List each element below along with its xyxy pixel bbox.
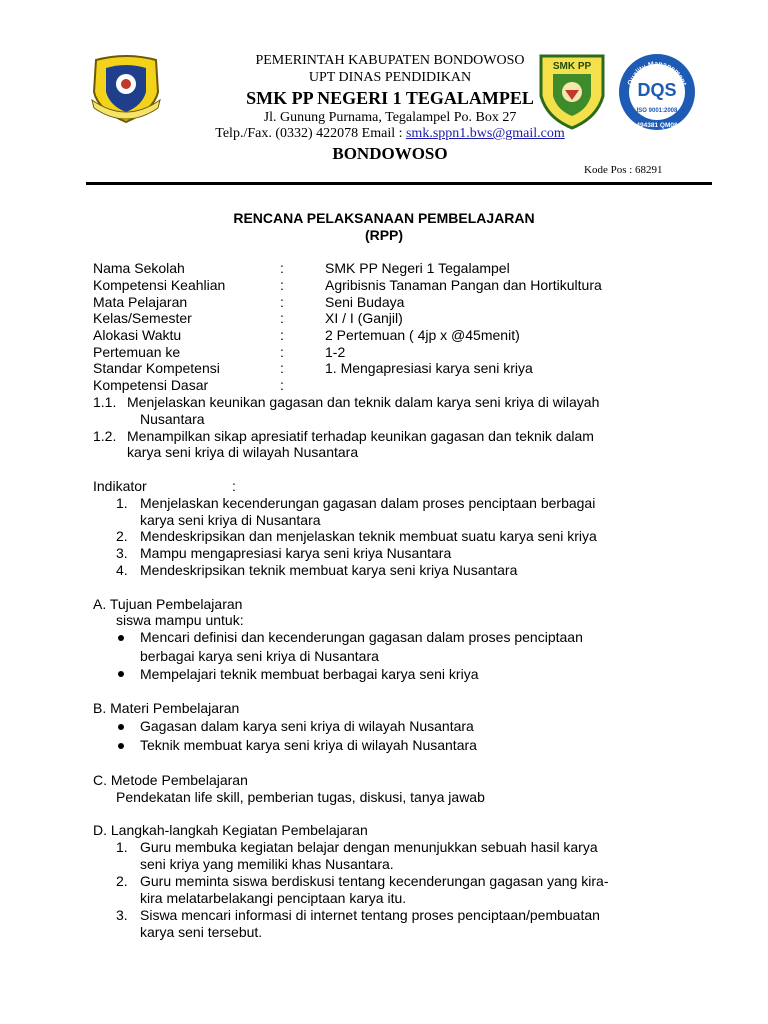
iso-cert-number: 494381 QM08 [636, 122, 678, 129]
header-phone: Telp./Fax. (0332) 422078 Email : [215, 126, 406, 141]
indikator-sep: : [232, 478, 236, 494]
header-school-name: SMK PP NEGERI 1 TEGALAMPEL [246, 88, 534, 108]
indikator-label: Indikator [93, 478, 147, 494]
langkah-text: Guru membuka kegiatan belajar dengan menunjukkan sebuah hasil karya [140, 839, 598, 855]
materi-item: Teknik membuat karya seni kriya di wilayah Nusantara [140, 737, 477, 753]
tujuan-intro: siswa mampu untuk: [116, 612, 244, 628]
indikator-number: 1. [116, 495, 128, 511]
kd-number: 1.1. [93, 394, 117, 410]
identity-label: Kompetensi Keahlian [93, 277, 226, 293]
smk-pp-school-logo [537, 52, 607, 130]
indikator-text-cont: karya seni kriya di Nusantara [140, 512, 321, 528]
identity-sep: : [280, 327, 284, 343]
metode-heading: C. Metode Pembelajaran [93, 772, 248, 788]
header-department: UPT DINAS PENDIDIKAN [308, 70, 472, 85]
header-city: BONDOWOSO [332, 144, 448, 163]
kd-text-cont: karya seni kriya di wilayah Nusantara [127, 444, 359, 460]
metode-text: Pendekatan life skill, pemberian tugas, diskusi, tanya jawab [116, 789, 485, 805]
identity-sep: : [280, 260, 284, 276]
identity-sep: : [280, 277, 284, 293]
langkah-text: Siswa mencari informasi di internet tentang proses penciptaan/pembuatan [140, 907, 600, 923]
smk-logo-text: SMK PP [552, 61, 592, 72]
langkah-heading: D. Langkah-langkah Kegiatan Pembelajaran [93, 822, 368, 838]
identity-value: 1-2 [325, 344, 346, 360]
header-divider [86, 182, 712, 185]
identity-value: Seni Budaya [325, 294, 405, 310]
langkah-text-cont: kira melatarbelakangi penciptaan karya itu. [140, 890, 407, 906]
kd-text: Menjelaskan keunikan gagasan dan teknik dalam karya seni kriya di wilayah [127, 394, 600, 410]
identity-sep: : [280, 294, 284, 310]
identity-value: Agribisnis Tanaman Pangan dan Hortikultura [325, 277, 602, 293]
indikator-number: 4. [116, 562, 128, 578]
indikator-text: Mampu mengapresiasi karya seni kriya Nusantara [140, 545, 452, 561]
header-government: PEMERINTAH KABUPATEN BONDOWOSO [255, 53, 525, 68]
kd-text: Menampilkan sikap apresiatif terhadap keunikan gagasan dan teknik dalam [127, 428, 594, 444]
materi-item: Gagasan dalam karya seni kriya di wilayah Nusantara [140, 718, 474, 734]
identity-value: SMK PP Negeri 1 Tegalampel [325, 260, 510, 276]
identity-label: Kompetensi Dasar [93, 377, 209, 393]
identity-label: Kelas/Semester [93, 310, 192, 326]
document-title: RENCANA PELAKSANAAN PEMBELAJARAN [233, 210, 535, 226]
identity-value: 1. Mengapresiasi karya seni kriya [325, 360, 533, 376]
tujuan-item: Mempelajari teknik membuat berbagai karya seni kriya [140, 666, 479, 682]
header-postal-code: Kode Pos : 68291 [584, 164, 663, 176]
bullet-icon [118, 724, 124, 730]
identity-sep: : [280, 344, 284, 360]
indikator-number: 2. [116, 528, 128, 544]
bullet-icon [118, 671, 124, 677]
langkah-number: 1. [116, 839, 128, 855]
kd-text-cont: Nusantara [140, 411, 205, 427]
iso-quality-management-badge [617, 52, 697, 132]
tujuan-item-cont: berbagai karya seni kriya di Nusantara [140, 648, 379, 664]
identity-value: XI / I (Ganjil) [325, 310, 403, 326]
kd-number: 1.2. [93, 428, 117, 444]
identity-sep: : [280, 377, 284, 393]
iso-top-text: Quality Management [626, 60, 688, 87]
identity-label: Standar Kompetensi [93, 360, 220, 376]
tujuan-heading: A. Tujuan Pembelajaran [93, 596, 243, 612]
header-email-link[interactable]: smk.sppn1.bws@gmail.com [405, 126, 565, 141]
identity-sep: : [280, 310, 284, 326]
langkah-number: 2. [116, 873, 128, 889]
indikator-number: 3. [116, 545, 128, 561]
header-address: Jl. Gunung Purnama, Tegalampel Po. Box 27 [263, 110, 517, 125]
langkah-number: 3. [116, 907, 128, 923]
indikator-text: Mendeskripsikan dan menjelaskan teknik membuat suatu karya seni kriya [140, 528, 597, 544]
langkah-text-cont: seni kriya yang memiliki khas Nusantara. [140, 856, 394, 872]
identity-sep: : [280, 360, 284, 376]
bullet-icon [118, 635, 124, 641]
langkah-text: Guru meminta siswa berdiskusi tentang kecenderungan gagasan yang kira- [140, 873, 609, 889]
identity-label: Nama Sekolah [93, 260, 185, 276]
iso-badge-text: ISO 9001:2008 [636, 108, 678, 114]
identity-label: Alokasi Waktu [93, 327, 182, 343]
indikator-text: Menjelaskan kecenderungan gagasan dalam proses penciptaan berbagai [140, 495, 596, 511]
document-subtitle: (RPP) [364, 227, 404, 243]
identity-label: Mata Pelajaran [93, 294, 188, 310]
svg-text:DQS: DQS [637, 80, 677, 100]
langkah-text-cont: karya seni tersebut. [140, 924, 263, 940]
identity-label: Pertemuan ke [93, 344, 181, 360]
identity-value: 2 Pertemuan ( 4jp x @45menit) [325, 327, 520, 343]
indikator-text: Mendeskripsikan teknik membuat karya seni kriya Nusantara [140, 562, 518, 578]
bullet-icon [118, 743, 124, 749]
tujuan-item: Mencari definisi dan kecenderungan gagasan dalam proses penciptaan [140, 629, 583, 645]
materi-heading: B. Materi Pembelajaran [93, 700, 240, 716]
